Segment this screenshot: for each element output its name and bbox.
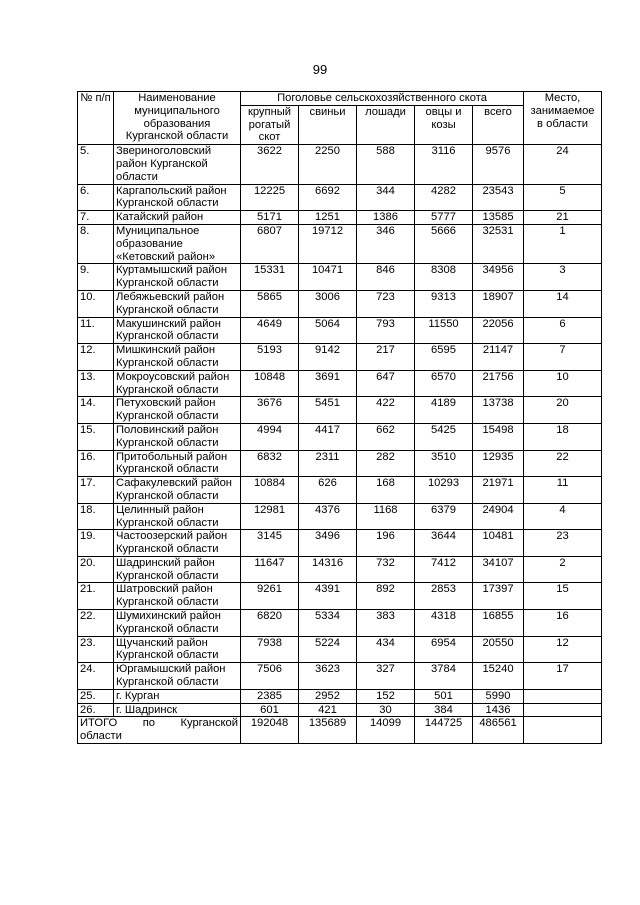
cell-cattle: 4994 [241,423,299,450]
cell-pigs: 2311 [299,450,357,477]
table-row [78,663,602,690]
cell-name: Мокроусовский район Курганской области [114,370,241,397]
cell-horses: 327 [357,663,415,690]
table-row [78,184,602,211]
cell-total: 34956 [473,264,524,291]
livestock-table [77,91,602,744]
cell-cattle: 12981 [241,503,299,530]
cell-sheep: 5777 [415,211,473,225]
cell-pigs: 6692 [299,184,357,211]
cell-pigs: 421 [299,703,357,717]
cell-name: Муниципальное образование «Кетовский район» [114,224,241,263]
cell-cattle: 7938 [241,636,299,663]
cell-no: 25. [78,689,114,703]
header-total: всего [473,105,524,144]
total-horses: 14099 [357,717,415,744]
table-row [78,344,602,371]
cell-horses: 793 [357,317,415,344]
cell-total: 5990 [473,689,524,703]
cell-sheep: 7412 [415,556,473,583]
cell-rank: 20 [524,397,602,424]
cell-no: 14. [78,397,114,424]
table-row [78,703,602,717]
total-cattle: 192048 [241,717,299,744]
cell-rank [524,689,602,703]
table-row [78,689,602,703]
cell-cattle: 9261 [241,583,299,610]
cell-cattle: 2385 [241,689,299,703]
cell-horses: 434 [357,636,415,663]
cell-rank: 15 [524,583,602,610]
cell-name: Шадринский район Курганской области [114,556,241,583]
table-body [78,145,602,717]
cell-total: 20550 [473,636,524,663]
cell-cattle: 15331 [241,264,299,291]
cell-no: 12. [78,344,114,371]
cell-sheep: 6954 [415,636,473,663]
cell-total: 12935 [473,450,524,477]
cell-pigs: 626 [299,477,357,504]
cell-pigs: 3691 [299,370,357,397]
cell-pigs: 1251 [299,211,357,225]
cell-total: 34107 [473,556,524,583]
cell-cattle: 6832 [241,450,299,477]
cell-name: Щучанский район Курганской области [114,636,241,663]
cell-rank: 3 [524,264,602,291]
cell-sheep: 8308 [415,264,473,291]
cell-cattle: 3622 [241,145,299,184]
cell-name: Мишкинский район Курганской области [114,344,241,371]
cell-no: 8. [78,224,114,263]
cell-pigs: 2250 [299,145,357,184]
cell-no: 24. [78,663,114,690]
cell-cattle: 601 [241,703,299,717]
header-sheep: овцы и козы [415,105,473,144]
cell-pigs: 5451 [299,397,357,424]
cell-pigs: 3496 [299,530,357,557]
cell-name: Петуховский район Курганской области [114,397,241,424]
cell-sheep: 9313 [415,290,473,317]
cell-rank: 6 [524,317,602,344]
cell-sheep: 6570 [415,370,473,397]
cell-total: 23543 [473,184,524,211]
cell-no: 15. [78,423,114,450]
cell-name: Частоозерский район Курганской области [114,530,241,557]
cell-cattle: 5865 [241,290,299,317]
cell-total: 1436 [473,703,524,717]
cell-no: 22. [78,610,114,637]
cell-rank: 4 [524,503,602,530]
cell-sheep: 4282 [415,184,473,211]
total-row [78,717,602,744]
total-label-word-3: Курганской [180,717,238,730]
cell-cattle: 11647 [241,556,299,583]
header-no: № п/п [78,92,114,145]
cell-name: Макушинский район Курганской области [114,317,241,344]
total-rank [524,717,602,744]
cell-sheep: 4189 [415,397,473,424]
cell-horses: 30 [357,703,415,717]
cell-cattle: 5171 [241,211,299,225]
cell-total: 21971 [473,477,524,504]
table-row [78,370,602,397]
cell-name: Юргамышский район Курганской области [114,663,241,690]
cell-rank: 14 [524,290,602,317]
total-label [78,717,241,744]
cell-cattle: 10848 [241,370,299,397]
cell-pigs: 5334 [299,610,357,637]
cell-horses: 723 [357,290,415,317]
header-name: Наименование муниципального образования Курганской области [114,92,241,145]
cell-rank [524,703,602,717]
header-pigs: свиньи [299,105,357,144]
table-row [78,423,602,450]
table-row [78,224,602,263]
cell-cattle: 12225 [241,184,299,211]
cell-total: 21147 [473,344,524,371]
cell-total: 24904 [473,503,524,530]
table-row [78,530,602,557]
cell-cattle: 3145 [241,530,299,557]
cell-rank: 10 [524,370,602,397]
cell-name: Куртамышский район Курганской области [114,264,241,291]
total-label-word-2: по [142,717,155,730]
cell-no: 23. [78,636,114,663]
cell-rank: 12 [524,636,602,663]
cell-sheep: 2853 [415,583,473,610]
cell-name: Звериноголовский район Курганской области [114,145,241,184]
total-all: 486561 [473,717,524,744]
table-row [78,503,602,530]
table-row [78,477,602,504]
table-row [78,145,602,184]
table-row [78,583,602,610]
cell-no: 13. [78,370,114,397]
cell-no: 21. [78,583,114,610]
cell-pigs: 4417 [299,423,357,450]
cell-no: 9. [78,264,114,291]
cell-pigs: 4391 [299,583,357,610]
cell-pigs: 5064 [299,317,357,344]
cell-total: 22056 [473,317,524,344]
cell-pigs: 3623 [299,663,357,690]
cell-cattle: 4649 [241,317,299,344]
total-sheep: 144725 [415,717,473,744]
cell-rank: 7 [524,344,602,371]
table-row [78,317,602,344]
cell-horses: 383 [357,610,415,637]
cell-sheep: 3116 [415,145,473,184]
cell-pigs: 3006 [299,290,357,317]
cell-rank: 21 [524,211,602,225]
cell-total: 9576 [473,145,524,184]
cell-no: 19. [78,530,114,557]
cell-total: 32531 [473,224,524,263]
table-row [78,556,602,583]
cell-total: 18907 [473,290,524,317]
cell-horses: 422 [357,397,415,424]
cell-horses: 1386 [357,211,415,225]
cell-sheep: 4318 [415,610,473,637]
cell-no: 20. [78,556,114,583]
cell-name: г. Шадринск [114,703,241,717]
cell-no: 26. [78,703,114,717]
cell-horses: 168 [357,477,415,504]
cell-sheep: 5666 [415,224,473,263]
cell-no: 7. [78,211,114,225]
cell-horses: 346 [357,224,415,263]
cell-rank: 16 [524,610,602,637]
cell-horses: 1168 [357,503,415,530]
page-number: 99 [312,62,328,77]
cell-sheep: 5425 [415,423,473,450]
cell-pigs: 14316 [299,556,357,583]
cell-no: 17. [78,477,114,504]
total-pigs: 135689 [299,717,357,744]
cell-name: г. Курган [114,689,241,703]
table-row [78,450,602,477]
table-row [78,397,602,424]
cell-rank: 1 [524,224,602,263]
cell-cattle: 6820 [241,610,299,637]
cell-no: 18. [78,503,114,530]
cell-name: Каргапольский район Курганской области [114,184,241,211]
cell-horses: 647 [357,370,415,397]
cell-total: 13738 [473,397,524,424]
cell-total: 15498 [473,423,524,450]
cell-horses: 282 [357,450,415,477]
cell-rank: 22 [524,450,602,477]
table-row [78,610,602,637]
cell-cattle: 7506 [241,663,299,690]
cell-total: 10481 [473,530,524,557]
cell-total: 16855 [473,610,524,637]
cell-name: Целинный район Курганской области [114,503,241,530]
cell-rank: 5 [524,184,602,211]
cell-total: 21756 [473,370,524,397]
cell-rank: 24 [524,145,602,184]
cell-no: 5. [78,145,114,184]
cell-no: 10. [78,290,114,317]
cell-rank: 17 [524,663,602,690]
cell-name: Лебяжьевский район Курганской области [114,290,241,317]
cell-no: 16. [78,450,114,477]
cell-name: Шатровский район Курганской области [114,583,241,610]
cell-total: 17397 [473,583,524,610]
cell-sheep: 11550 [415,317,473,344]
cell-total: 15240 [473,663,524,690]
cell-sheep: 6379 [415,503,473,530]
cell-horses: 892 [357,583,415,610]
cell-no: 11. [78,317,114,344]
cell-horses: 344 [357,184,415,211]
cell-sheep: 3784 [415,663,473,690]
cell-sheep: 384 [415,703,473,717]
cell-cattle: 5193 [241,344,299,371]
total-label-word-4: области [80,730,122,743]
cell-horses: 662 [357,423,415,450]
header-cattle: крупный рогатый скот [241,105,299,144]
cell-name: Притобольный район Курганской области [114,450,241,477]
cell-no: 6. [78,184,114,211]
cell-horses: 732 [357,556,415,583]
cell-name: Катайский район [114,211,241,225]
cell-pigs: 5224 [299,636,357,663]
cell-pigs: 19712 [299,224,357,263]
cell-name: Половинский район Курганской области [114,423,241,450]
cell-total: 13585 [473,211,524,225]
cell-horses: 152 [357,689,415,703]
cell-sheep: 3644 [415,530,473,557]
cell-rank: 18 [524,423,602,450]
table-row [78,264,602,291]
cell-cattle: 6807 [241,224,299,263]
cell-pigs: 4376 [299,503,357,530]
cell-rank: 2 [524,556,602,583]
cell-horses: 846 [357,264,415,291]
header-rank: Место, занимаемое в области [524,92,602,145]
table-row [78,636,602,663]
table-row [78,211,602,225]
table-row [78,290,602,317]
cell-sheep: 3510 [415,450,473,477]
cell-name: Сафакулевский район Курганской области [114,477,241,504]
cell-pigs: 9142 [299,344,357,371]
cell-rank: 23 [524,530,602,557]
header-horses: лошади [357,105,415,144]
header-group-title: Поголовье сельскохозяйственного скота [241,92,524,106]
cell-pigs: 2952 [299,689,357,703]
total-label-word-1: ИТОГО [80,717,118,730]
cell-sheep: 6595 [415,344,473,371]
cell-horses: 196 [357,530,415,557]
cell-sheep: 501 [415,689,473,703]
cell-horses: 217 [357,344,415,371]
cell-sheep: 10293 [415,477,473,504]
cell-horses: 588 [357,145,415,184]
cell-pigs: 10471 [299,264,357,291]
cell-name: Шумихинский район Курганской области [114,610,241,637]
cell-rank: 11 [524,477,602,504]
cell-cattle: 10884 [241,477,299,504]
cell-cattle: 3676 [241,397,299,424]
